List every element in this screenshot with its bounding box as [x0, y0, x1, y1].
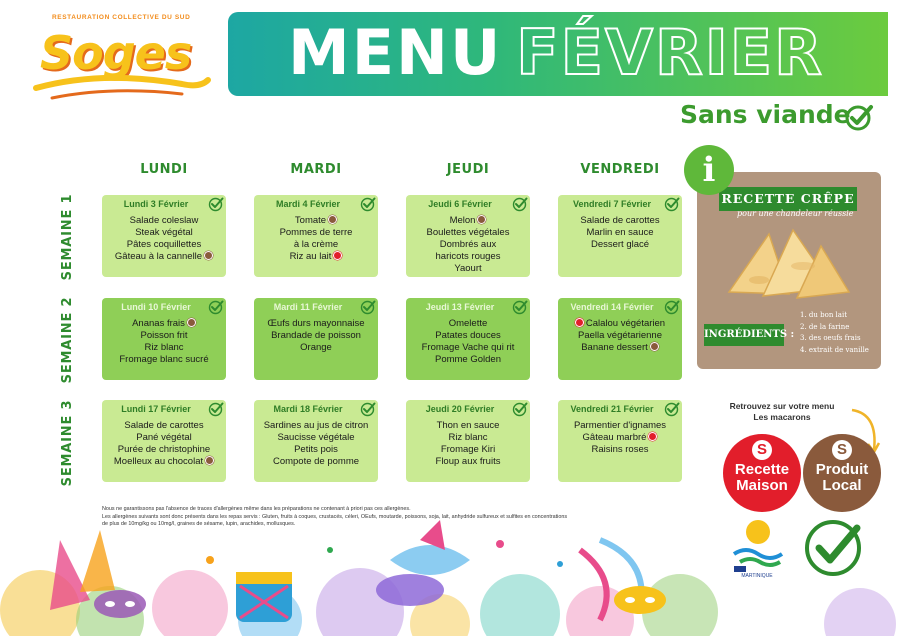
check-icon: [512, 196, 528, 217]
menu-card-items: [558, 318, 682, 354]
menu-item-text: Steak végétal: [135, 227, 193, 238]
macaron-label-2: Local: [822, 477, 862, 494]
menu-item-text: Gâteau à la cannelle: [114, 251, 203, 262]
menu-item: [406, 342, 530, 354]
menu-item: [558, 318, 682, 330]
menu-card: [558, 195, 682, 277]
produit-local-badge-icon: [650, 342, 659, 351]
ingredient-item: 1. du bon lait: [800, 311, 848, 319]
menu-card-items: [406, 318, 530, 366]
menu-card: [102, 298, 226, 380]
menu-item: [254, 239, 378, 251]
produit-local-badge-icon: [205, 456, 214, 465]
day-header-mardi: MARDI: [290, 162, 342, 177]
menu-card-items: [558, 420, 682, 456]
menu-card-items: [102, 215, 226, 263]
recipe-title: RECETTE CRÊPE: [719, 187, 857, 211]
logo-swoosh-icon: [32, 68, 212, 102]
ingredient-item: 4. extrait de vanille: [800, 345, 869, 354]
title-month: FÉVRIER: [516, 16, 824, 89]
menu-card: [254, 400, 378, 482]
check-icon: [512, 299, 528, 320]
check-icon: [208, 299, 224, 320]
menu-item-text: Paella végétarienne: [578, 330, 662, 341]
produit-local-badge-icon: [328, 215, 337, 224]
menu-item-text: Salade coleslaw: [129, 215, 199, 226]
menu-item-text: haricots rouges: [435, 251, 501, 262]
menu-item-text: Patates douces: [435, 330, 501, 341]
menu-item-text: Pâtes coquillettes: [126, 239, 202, 250]
menu-card-items: [254, 420, 378, 468]
menu-item: [254, 432, 378, 444]
menu-item-text: Pommes de terre: [279, 227, 353, 238]
menu-item: [406, 227, 530, 239]
menu-item-text: Dessert glacé: [590, 239, 650, 250]
legend-intro: [722, 401, 842, 423]
check-icon: [664, 196, 680, 217]
macaron-recette-maison: [723, 434, 801, 512]
menu-card-items: [102, 318, 226, 366]
menu-card-date: Lundi 17 Février: [121, 404, 191, 414]
week-label-3: SEMAINE 3: [60, 399, 75, 487]
menu-card-date: Vendredi 7 Février: [572, 199, 652, 209]
menu-item-text: Riz blanc: [144, 342, 184, 353]
menu-card-date: Vendredi 21 Février: [570, 404, 654, 414]
recette-maison-badge-icon: [648, 432, 657, 441]
menu-card: [102, 400, 226, 482]
macaron-label-1: Recette: [734, 461, 790, 478]
menu-item: [558, 444, 682, 456]
menu-item: [254, 456, 378, 468]
menu-item-text: Salade de carottes: [580, 215, 660, 226]
menu-item-text: Fromage blanc sucré: [119, 354, 209, 365]
menu-item: [102, 227, 226, 239]
soges-logo: [32, 14, 212, 102]
check-icon: [208, 196, 224, 217]
menu-item: [406, 263, 530, 275]
menu-item: [102, 354, 226, 366]
menu-item-text: Riz blanc: [448, 432, 488, 443]
legend-intro-line1: Retrouvez sur votre menu: [729, 401, 835, 411]
menu-item: [102, 456, 226, 468]
ingredient-item: 2. de la farine: [800, 322, 850, 331]
legend-intro-line2: Les macarons: [753, 412, 811, 422]
menu-card: [406, 298, 530, 380]
menu-item: [102, 420, 226, 432]
logo-wordmark: Soges: [40, 26, 192, 80]
menu-card-items: [254, 318, 378, 354]
menu-item-text: Fromage Kiri: [440, 444, 496, 455]
menu-card-date: Jeudi 20 Février: [425, 404, 495, 414]
title-menu: MENU: [288, 16, 503, 89]
menu-item-text: Omelette: [448, 318, 488, 329]
menu-item: [406, 420, 530, 432]
menu-item: [558, 239, 682, 251]
menu-item: [406, 456, 530, 468]
menu-item-text: Melon: [449, 215, 476, 226]
menu-item-text: Banane dessert: [581, 342, 648, 353]
menu-item: [406, 432, 530, 444]
menu-card-items: [558, 215, 682, 251]
menu-card-items: [406, 420, 530, 468]
menu-item-text: Riz au lait: [289, 251, 332, 262]
macaron-label-2: Maison: [736, 477, 788, 494]
menu-item: [254, 330, 378, 342]
check-icon: [664, 401, 680, 422]
menu-item-text: Boulettes végétales: [426, 227, 510, 238]
menu-item-text: Pané végétal: [136, 432, 192, 443]
menu-card-date: Mardi 11 Février: [273, 302, 343, 312]
menu-card-date: Lundi 10 Février: [121, 302, 191, 312]
menu-item: [406, 239, 530, 251]
menu-item: [254, 342, 378, 354]
info-icon: i: [684, 145, 734, 195]
check-circle-icon: [844, 102, 874, 132]
menu-item: [558, 420, 682, 432]
menu-item: [254, 227, 378, 239]
check-icon: [664, 299, 680, 320]
menu-item: [254, 444, 378, 456]
menu-item-text: Sardines au jus de citron: [263, 420, 369, 431]
recette-maison-badge-icon: [333, 251, 342, 260]
allergen-note: de plus de 10mg/kg ou 10mg/l, graines de sésame, lupin, arachides, mollusques.: [102, 521, 296, 527]
allergen-note: Nous ne garantissons pas l'absence de traces d'allergènes même dans les préparations ne contenant à priori pas ces allergènes.: [102, 506, 411, 512]
menu-item-text: Raisins roses: [591, 444, 649, 455]
menu-item-text: Petits pois: [294, 444, 338, 455]
menu-item: [558, 330, 682, 342]
recette-maison-badge-icon: [575, 318, 584, 327]
menu-card-date: Jeudi 6 Février: [428, 199, 492, 209]
menu-card-date: Mardi 18 Février: [273, 404, 343, 414]
menu-item: [102, 251, 226, 263]
martinique-label: MARTINIQUE: [741, 573, 773, 579]
menu-item-text: Ananas frais: [132, 318, 185, 329]
menu-item-text: Dombrés aux: [439, 239, 497, 250]
menu-item: [102, 432, 226, 444]
menu-item-text: Floup aux fruits: [435, 456, 501, 467]
menu-item: [254, 318, 378, 330]
check-icon: [208, 401, 224, 422]
produit-local-badge-icon: [204, 251, 213, 260]
menu-card-date: Jeudi 13 Février: [425, 302, 495, 312]
menu-card-items: [254, 215, 378, 263]
menu-item-text: Poisson frit: [140, 330, 188, 341]
menu-item: [102, 444, 226, 456]
menu-item-text: Thon en sauce: [436, 420, 500, 431]
day-header-lundi: LUNDI: [140, 162, 188, 177]
menu-card: [406, 400, 530, 482]
week-label-1: SEMAINE 1: [60, 193, 75, 281]
check-icon: [360, 401, 376, 422]
produit-local-badge-icon: [187, 318, 196, 327]
menu-item-text: Saucisse végétale: [277, 432, 355, 443]
menu-card: [254, 298, 378, 380]
menu-item: [102, 330, 226, 342]
menu-card-date: Lundi 3 Février: [123, 199, 189, 209]
macaron-s-letter: S: [752, 440, 772, 460]
day-header-jeudi: JEUDI: [446, 162, 490, 177]
page-title: [288, 16, 824, 89]
menu-item: [406, 251, 530, 263]
ingredients-label: INGRÉDIENTS :: [704, 324, 784, 346]
menu-item: [406, 215, 530, 227]
check-icon: [360, 299, 376, 320]
menu-card: [558, 400, 682, 482]
menu-item: [254, 420, 378, 432]
week-label-2: SEMAINE 2: [60, 296, 75, 384]
menu-item: [558, 432, 682, 444]
menu-item: [406, 330, 530, 342]
macaron-label-1: Produit: [815, 461, 869, 478]
subtitle-sans-viande: Sans viande: [680, 100, 851, 129]
carnival-decoration: [0, 520, 900, 636]
allergen-note: Les allergènes suivants sont donc présents dans les repas servis : Gluten, fruits à coques, crustacés, céleri, OEufs, moutarde, poissons, soja, lait, anhydride sulfureux et sulfites en concentrations: [102, 513, 568, 520]
menu-item: [558, 227, 682, 239]
menu-item-text: Purée de christophine: [117, 444, 211, 455]
menu-card-date: Mardi 4 Février: [275, 199, 341, 209]
macaron-produit-local: [803, 434, 881, 512]
menu-item: [254, 251, 378, 263]
menu-item-text: Yaourt: [454, 263, 482, 274]
menu-card: [254, 195, 378, 277]
title-banner: [228, 12, 888, 96]
crepes-illustration: [723, 222, 853, 306]
check-icon: [360, 196, 376, 217]
menu-item-text: Parmentier d'ignames: [573, 420, 667, 431]
macaron-s-letter: S: [832, 440, 852, 460]
menu-item: [102, 239, 226, 251]
check-icon: [512, 401, 528, 422]
menu-card-date: Vendredi 14 Février: [570, 302, 654, 312]
ingredients-list: [800, 310, 869, 356]
menu-item: [102, 215, 226, 227]
menu-item-text: à la crème: [293, 239, 339, 250]
menu-item: [406, 444, 530, 456]
menu-item-text: Tomate: [294, 215, 327, 226]
menu-card: [558, 298, 682, 380]
menu-item: [102, 342, 226, 354]
menu-item: [558, 215, 682, 227]
menu-item-text: Marlin en sauce: [586, 227, 654, 238]
menu-item-text: Moelleux au chocolat: [113, 456, 204, 467]
menu-item-text: Orange: [300, 342, 332, 353]
ingredient-item: 3. des oeufs frais: [800, 334, 861, 342]
menu-card: [102, 195, 226, 277]
menu-item-text: Gâteau marbré: [582, 432, 647, 443]
day-header-vendredi: VENDREDI: [580, 162, 660, 177]
menu-item-text: Salade de carottes: [124, 420, 204, 431]
menu-item-text: Pomme Golden: [434, 354, 501, 365]
menu-item-text: Brandade de poisson: [271, 330, 361, 341]
recipe-panel: [697, 172, 881, 369]
menu-item: [254, 215, 378, 227]
menu-item: [558, 342, 682, 354]
menu-card-items: [102, 420, 226, 468]
menu-item-text: Calalou végétarien: [585, 318, 666, 329]
menu-card-items: [406, 215, 530, 275]
menu-item-text: Compote de pomme: [272, 456, 360, 467]
menu-item-text: Œufs durs mayonnaise: [267, 318, 365, 329]
menu-card: [406, 195, 530, 277]
menu-item-text: Fromage Vache qui rit: [421, 342, 515, 353]
menu-item: [102, 318, 226, 330]
recipe-subtitle: pour une chandeleur réussie: [737, 209, 854, 218]
menu-item: [406, 318, 530, 330]
menu-item: [406, 354, 530, 366]
logo-tagline: RESTAURATION COLLECTIVE DU SUD: [52, 14, 191, 21]
produit-local-badge-icon: [477, 215, 486, 224]
